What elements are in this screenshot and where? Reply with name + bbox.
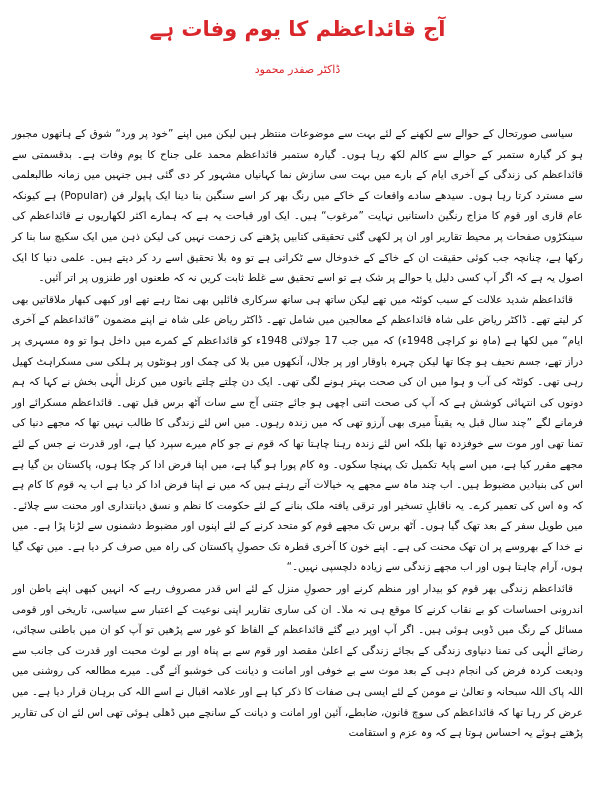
article-paragraph: سیاسی صورتحال کے حوالے سے لکھنے کے لئے بہت سے موضوعات منتظر ہیں لیکن میں اپنے ”خود پر ورد“ شوق کے ہاتھوں مجبور ہو کر گیارہ ستمبر کے حوالے سے کالم لکھ رہا ہوں۔ گیارہ ستمبر قائداعظم محمد علی جناح کا یوم وفات ہے۔ بدقسمتی سے قائداعظم کی زندگی کے آخری ایام کے بارے میں بہت سی سازش نما کہانیاں مشہور کر دی گئی ہیں جنہیں میں زمانہ طالبعلمی سے مسترد کرتا رہا ہوں۔ سیدھے سادے واقعات کے خاکے میں رنگ بھر کر اسے سنگین بنا دینا ایک پاپولر فن (Popular) ہے کیونکہ عام قاری اور قوم کا مزاج رنگین داستانیں نہایت ”مرغوب“ ہیں۔ ایک اور قباحت یہ ہے کہ ہمارے اکثر لکھاریوں نے قائداعظم کی سینکڑوں صفحات پر محیط تقاریر اور ان پر لکھی گئی تحقیقی کتابیں پڑھنے کی زحمت نہیں کی لیکن ذہن میں ایک سکیچ سا بنا کر رکھا ہے، چنانچہ جب کوئی حقیقت ان کے خاکے کے خدوخال سے ٹکراتی ہے تو وہ بلا تحقیق اسے رد کر دیتے ہیں۔ علمی دنیا کا ایک اصول یہ ہے کہ اگر آپ کسی دلیل یا حوالے پر شک ہے تو اسے تحقیق سے غلط ثابت کریں نہ کہ طعنوں اور طنزوں پر اتر آئیں۔ xyxy=(12,128,583,285)
article-title: آج قائداعظم کا یوم وفات ہے xyxy=(149,17,446,41)
article-paragraph: قائداعظم زندگی بھر قوم کو بیدار اور منظم کرنے اور حصولِ منزل کے لئے اس قدر مصروف رہے کہ انہیں کبھی اپنے باطن اور اندرونی احساسات کو بے نقاب کرنے کا موقع ہی نہ ملا۔ ان کی ساری تقاریر اپنی نوعیت کے اعتبار سے سیاسی، تاریخی اور قومی مسائل کے رنگ میں ڈوبی ہوئی ہیں۔ اگر آپ اوپر دیے گئے قائداعظم کے الفاظ کو غور سے پڑھیں تو آپ کو ان میں باطنی سچائی، رضائے الٰہی کی تمنا دنیاوی زندگی کے بجائے زندگی کے اعلیٰ مقصد اور قوم سے بے پناہ اور بے لوث محبت اور قدرت کی جانب سے ودیعت کردہ فرض کی انجام دہی کے بعد موت سے بے خوفی اور امانت و دیانت کی خوشبو آئے گی۔ میرے مطالعہ کی روشنی میں اللہ پاک اللہ سبحانہ و تعالیٰ نے مومن کے لئے ایسی ہی صفات کا ذکر کیا ہے اور علامہ اقبال نے اسے اللہ کی برہان قرار دیا ہے۔ میں عرض کر رہا تھا کہ قائداعظم کی سوچ قانون، ضابطے، آئین اور امانت و دیانت کے سانچے میں ڈھلی ہوئی تھی اس لئے ان کی تقاریر پڑھتے ہوئے یہ احساس ہوتا ہے کہ وہ عزم و استقامت xyxy=(12,583,583,740)
article-paragraph: قائداعظم شدید علالت کے سبب کوئٹہ میں تھے لیکن ساتھ ہی ساتھ سرکاری فائلیں بھی نمٹا رہے تھے اور کبھی کبھار ملاقاتیں بھی کر لیتے تھے۔ ڈاکٹر ریاض علی شاہ قائداعظم کے معالجین میں شامل تھے۔ ڈاکٹر ریاض علی شاہ نے اپنے مضمون ”قائداعظم کے آخری ایام“ میں لکھا ہے (ماہِ نو کراچی 1948ء) کہ میں جب 17 جولائی 1948ء کو قائداعظم کے کمرے میں داخل ہوا تو وہ مسہری پر دراز تھے، جسم نحیف ہو چکا تھا لیکن چہرہ باوقار اور پر جلال، آنکھوں میں بلا کی چمک اور ہونٹوں پر ہلکی سی مسکراہٹ کھیل رہی تھی۔ کوئٹہ کی آب و ہوا میں ان کی صحت بہتر ہونے لگی تھی۔ ایک دن چلتے چلتے باتوں میں کرنل الٰہی بخش نے کہا کہ ہم دونوں کی انتہائی کوشش ہے کہ آپ کی صحت اتنی اچھی ہو جائے جتنی آج سے سات آٹھ برس قبل تھی۔ قائداعظم مسکرائے اور فرمانے لگے ”چند سال قبل یہ یقیناً میری بھی آرزو تھی کہ میں زندہ رہوں۔ میں اس لئے زندگی کا طالب نہیں تھا کہ مجھے دنیا کی تمنا تھی اور موت سے خوفزدہ تھا بلکہ اس لئے زندہ رہنا چاہتا تھا کہ قوم نے جو کام میرے سپرد کیا ہے، اور قدرت نے جس کے لئے مجھے مقرر کیا ہے، میں اسے پایۂ تکمیل تک پہنچا سکوں۔ وہ کام پورا ہو گیا ہے، میں اپنا فرض ادا کر چکا ہوں، پاکستان بن گیا ہے اس کی بنیادیں مضبوط ہیں۔ اب چند ماہ سے مجھے یہ خیالات آتے رہتے ہیں کہ میں نے اپنا فرض ادا کر دیا ہے اب یہ قوم کا کام ہے کہ وہ اس کی تعمیر کرے۔ یہ ناقابلِ تسخیر اور ترقی یافتہ ملک بنانے کے لئے حکومت کا نظم و نسق دیانتداری اور محنت سے چلائے۔ میں طویل سفر کے بعد تھک گیا ہوں۔ آٹھ برس تک مجھے قوم کو متحد کرنے کے لئے اپنوں اور مضبوط دشمنوں سے لڑنا پڑا ہے۔ میں نے خدا کے بھروسے پر ان تھک محنت کی ہے۔ اپنے خون کا آخری قطرہ تک حصولِ پاکستان کی راہ میں صرف کر دیا ہے۔ میں تھک گیا ہوں، آرام چاہتا ہوں اور اب مجھے زندگی سے زیادہ دلچسپی نہیں۔“ xyxy=(12,293,583,574)
article-body xyxy=(12,124,583,744)
article-author: ڈاکٹر صفدر محمود xyxy=(254,63,341,76)
